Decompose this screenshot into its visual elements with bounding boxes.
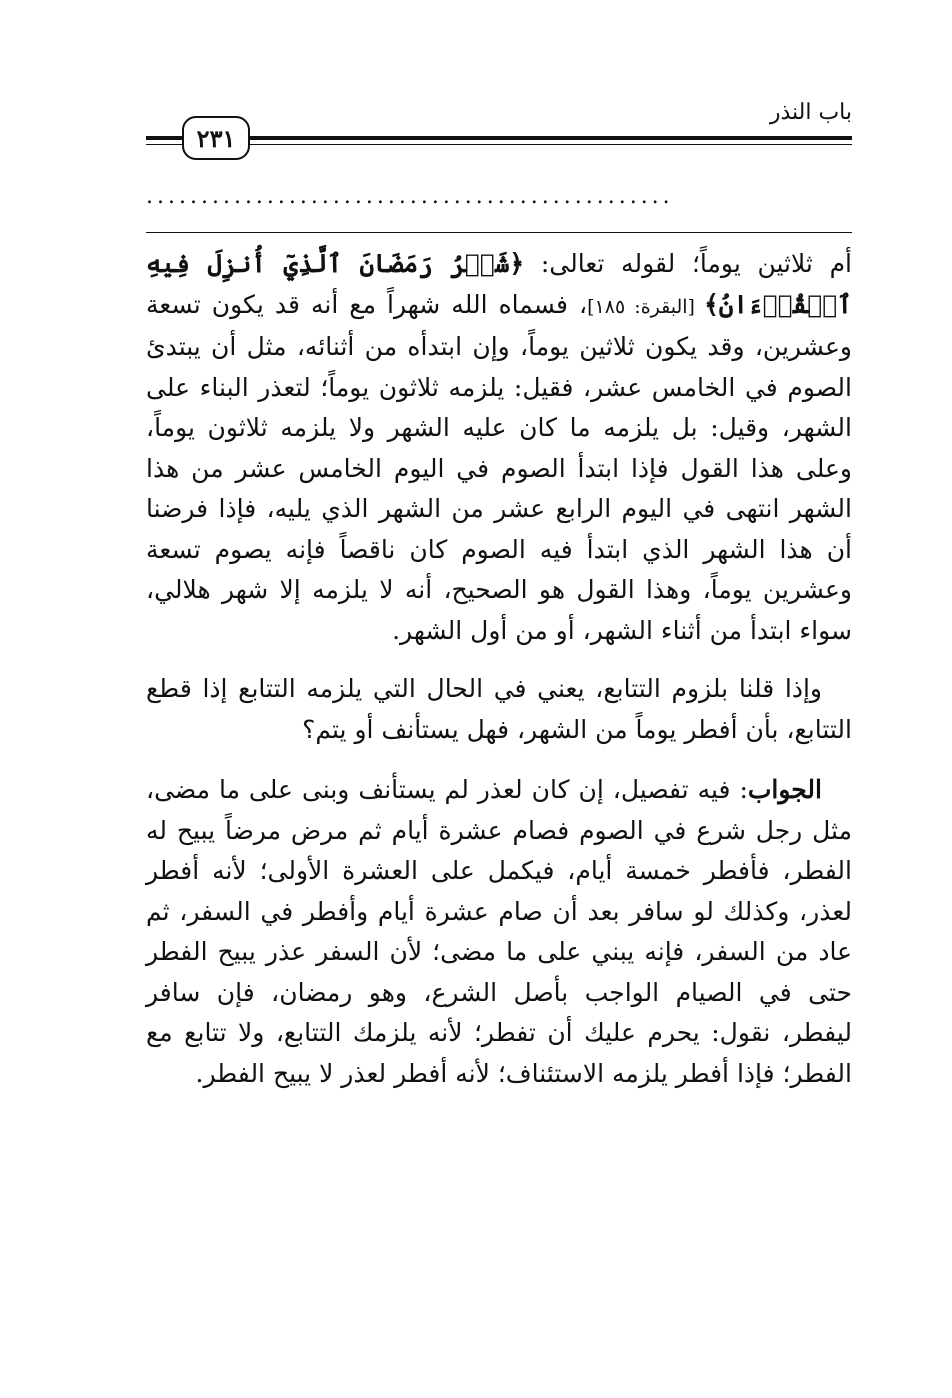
header-rule-left-thick bbox=[146, 136, 182, 140]
paragraph-1-intro: أم ثلاثين يوماً؛ لقوله تعالى: bbox=[524, 249, 852, 278]
paragraph-3 bbox=[146, 770, 852, 1094]
dotted-separator: ................................................ bbox=[146, 184, 674, 209]
page-body bbox=[146, 244, 852, 1094]
header-rule-left-thin bbox=[146, 144, 182, 145]
answer-label: الجواب bbox=[747, 775, 822, 804]
paragraph-2: وإذا قلنا بلزوم التتابع، يعني في الحال التي يلزمه التتابع إذا قطع التتابع، بأن أفطر يوماً من الشهر، فهل يستأنف أو يتم؟ bbox=[146, 674, 852, 744]
header-rule-thin bbox=[246, 144, 852, 145]
page-number: ٢٣١ bbox=[182, 116, 250, 160]
chapter-title: باب النذر bbox=[769, 100, 852, 125]
section-divider bbox=[146, 232, 852, 233]
header-rule-thick bbox=[246, 136, 852, 140]
verse-reference: [البقرة: ١٨٥] bbox=[587, 295, 705, 318]
paragraph-1 bbox=[146, 244, 852, 651]
quran-verse: ﴿شَهۡرُ رَمَضَانَ ٱلَّذِيٓ أُنزِلَ فِيهِ ٱلۡقُرۡءَانُ﴾ bbox=[146, 249, 852, 319]
answer-text: : فيه تفصيل، إن كان لعذر لم يستأنف وبنى على ما مضى، مثل رجل شرع في الصوم فصام عشرة أيام ثم مرض مرضاً يبيح له الفطر، فأفطر خمسة أيام، فيكمل على العشرة الأولى؛ لأنه أفطر لعذر، وكذلك لو سافر بعد أن صام عشرة أيام وأفطر في السفر، ثم عاد من السفر، فإنه يبني على ما مضى؛ لأن السفر عذر يبيح الفطر حتى في الصيام الواجب بأصل الشرع، وهو رمضان، فإن سافر ليفطر، نقول: يحرم عليك أن تفطر؛ لأنه يلزمك التتابع، ولا تتابع مع الفطر؛ فإذا أفطر يلزمه الاستئناف؛ لأنه أفطر لعذر لا يبيح الفطر. bbox=[146, 775, 852, 1088]
paragraph-1-text: ، فسماه الله شهراً مع أنه قد يكون تسعة وعشرين، وقد يكون ثلاثين يوماً، وإن ابتدأه من أثنائه، مثل أن يبتدئ الصوم في الخامس عشر، فقيل: يلزمه ثلاثون يوماً؛ لتعذر البناء على الشهر، وقيل: بل يلزمه ما كان عليه الشهر ولا يلزمه ثلاثون يوماً، وعلى هذا القول فإذا ابتدأ الصوم في اليوم الخامس عشر من هذا الشهر انتهى في اليوم الرابع عشر من الشهر الذي يليه، فإذا فرضنا أن هذا الشهر الذي ابتدأ فيه الصوم كان ناقصاً فإنه يصوم تسعة وعشرين يوماً، وهذا القول هو الصحيح، أنه لا يلزمه إلا شهر هلالي، سواء ابتدأ من أثناء الشهر، أو من أول الشهر. bbox=[146, 289, 852, 645]
